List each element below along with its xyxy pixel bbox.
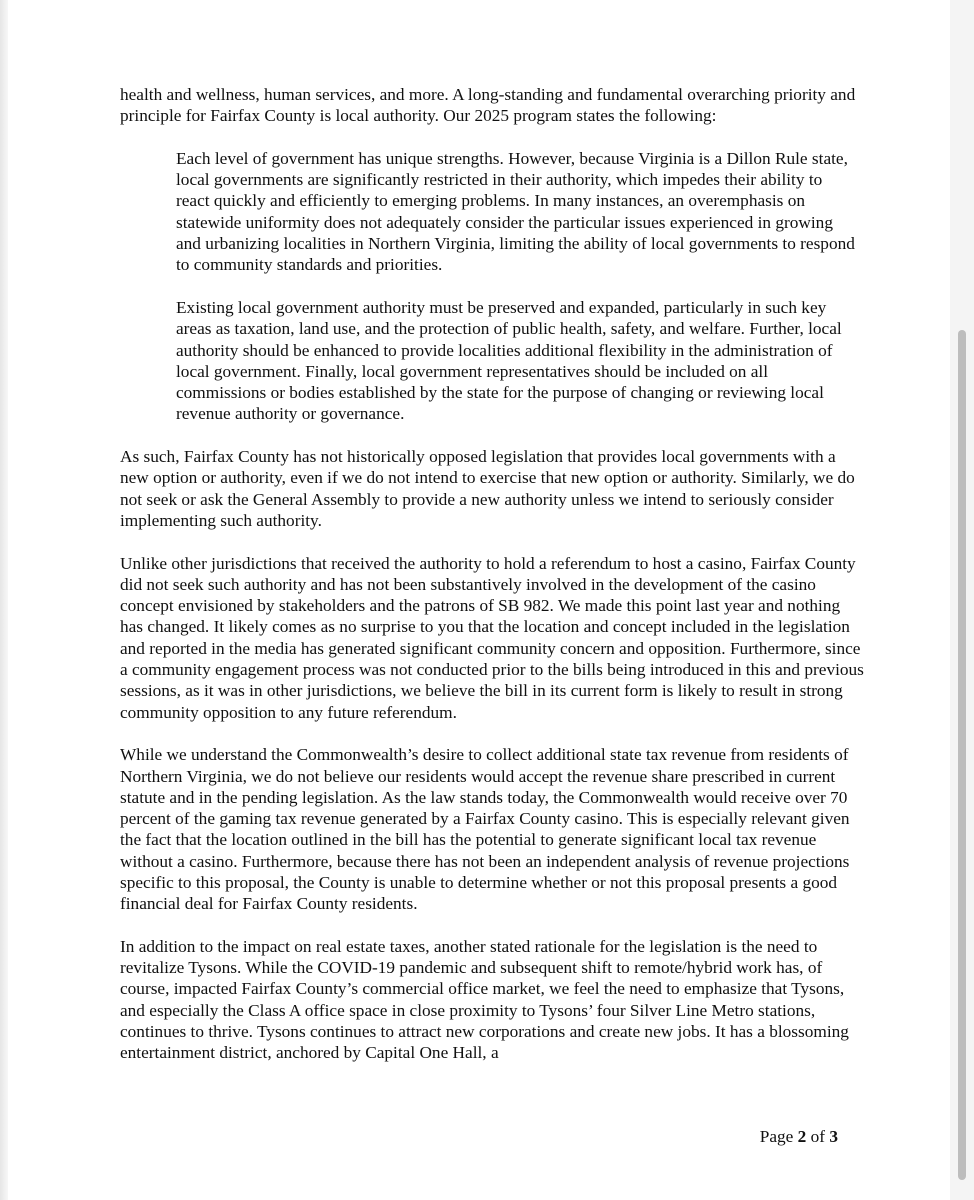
document-page [8,0,950,1200]
body-paragraph: Unlike other jurisdictions that received the authority to hold a referendum to host a casino, Fairfax County did not seek such authority and has not been substantively involved in the development of the casino concept envisioned by stakeholders and the patrons of SB 982. We made this point last year and nothing has changed. It likely comes as no surprise to you that the location and concept included in the legislation and reported in the media has generated significant community concern and opposition. Furthermore, since a community engagement process was not conducted prior to the bills being introduced in this and previous sessions, as it was in other jurisdictions, we believe the bill in its current form is likely to result in strong community opposition to any future referendum. [120,553,864,722]
page-number [760,1126,838,1147]
block-quote-paragraph: Existing local government authority must be preserved and expanded, particularly in such key areas as taxation, land use, and the protection of public health, safety, and welfare. Further, local authority should be enhanced to provide localities additional flexibility in the administration of local government. Finally, local government representatives should be included on all commissions or bodies established by the state for the purpose of changing or reviewing local revenue authority or governance. [176,297,842,424]
of-word: of [810,1127,826,1146]
document-body [120,84,866,1085]
body-paragraph: While we understand the Commonwealth’s desire to collect additional state tax revenue from residents of Northern Virginia, we do not believe our residents would accept the revenue share prescribed in current statute and in the pending legislation. As the law stands today, the Commonwealth would receive over 70 percent of the gaming tax revenue generated by a Fairfax County casino. This is especially relevant given the fact that the location outlined in the bill has the potential to generate significant local tax revenue without a casino. Furthermore, because there has not been an independent analysis of revenue projections specific to this proposal, the County is unable to determine whether or not this proposal presents a good financial deal for Fairfax County residents. [120,745,850,914]
block-quote-paragraph: Each level of government has unique strengths. However, because Virginia is a Dillon Rule state, local governments are significantly restricted in their authority, which impedes their ability to react quickly and efficiently to emerging problems. In many instances, an overemphasis on statewide uniformity does not adequately consider the particular issues experienced in growing and urbanizing localities in Northern Virginia, limiting the ability of local governments to respond to community standards and priorities. [176,148,855,275]
body-paragraph: health and wellness, human services, and more. A long-standing and fundamental overarching priority and principle for Fairfax County is local authority. Our 2025 program states the following: [120,85,856,126]
current-page-number: 2 [797,1127,807,1146]
page-word: Page [759,1127,794,1146]
total-pages-number: 3 [829,1127,838,1146]
vertical-scrollbar[interactable] [950,0,974,1200]
page-edge [0,0,8,1200]
body-paragraph: As such, Fairfax County has not historically opposed legislation that provides local governments with a new option or authority, even if we do not intend to exercise that new option or authority. Similarly, we do not seek or ask the General Assembly to provide a new authority unless we intend to seriously consider implementing such authority. [120,447,855,530]
body-paragraph: In addition to the impact on real estate taxes, another stated rationale for the legislation is the need to revitalize Tysons. While the COVID-19 pandemic and subsequent shift to remote/hybrid work has, of course, impacted Fairfax County’s commercial office market, we feel the need to emphasize that Tysons, and especially the Class A office space in close proximity to Tysons’ four Silver Line Metro stations, continues to thrive. Tysons continues to attract new corporations and create new jobs. It has a blossoming entertainment district, anchored by Capital One Hall, a [120,936,849,1063]
scrollbar-thumb[interactable] [958,330,966,1180]
